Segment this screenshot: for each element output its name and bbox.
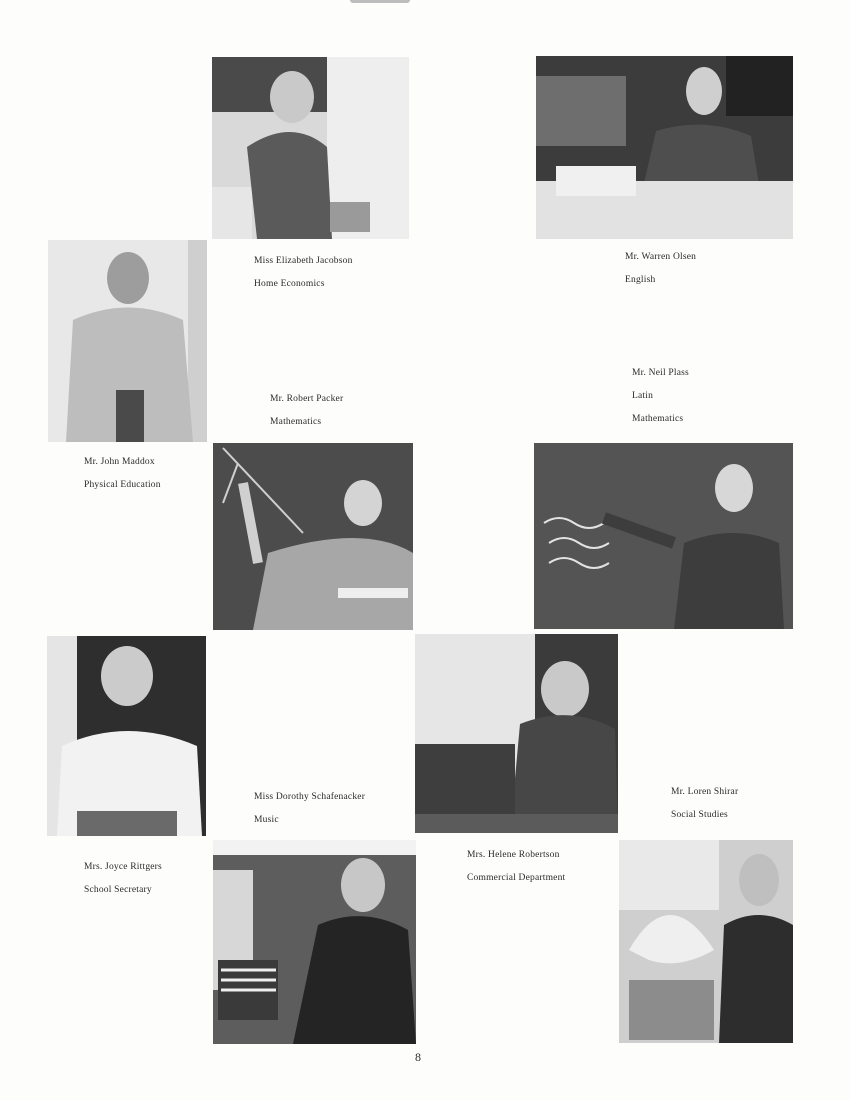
- staff-name: Mr. Robert Packer: [270, 394, 344, 404]
- caption-maddox: [84, 451, 161, 497]
- photo-rittgers: [47, 636, 206, 836]
- staff-role: English: [625, 275, 656, 285]
- photo-packer: [213, 443, 413, 630]
- caption-jacobson: [254, 250, 353, 296]
- staff-name: Mr. Warren Olsen: [625, 252, 697, 262]
- caption-schafenacker: [254, 786, 365, 832]
- staff-role: School Secretary: [84, 885, 152, 895]
- staff-role: Social Studies: [671, 810, 728, 820]
- page-top-mark: [350, 0, 410, 3]
- staff-name: Mr. Neil Plass: [632, 368, 689, 378]
- photo-robertson: [415, 634, 618, 833]
- staff-name: Mrs. Joyce Rittgers: [84, 862, 162, 872]
- staff-name: Miss Dorothy Schafenacker: [254, 792, 366, 802]
- photo-maddox: [48, 240, 207, 442]
- staff-role: Music: [254, 815, 279, 825]
- staff-name: Mrs. Helene Robertson: [467, 850, 560, 860]
- staff-role: Latin: [632, 391, 654, 401]
- staff-role: Home Economics: [254, 279, 325, 289]
- staff-name: Miss Elizabeth Jacobson: [254, 256, 353, 266]
- page-number: 8: [415, 1050, 421, 1064]
- staff-name: Mr. John Maddox: [84, 457, 155, 467]
- caption-robertson: [467, 844, 565, 890]
- staff-role: Mathematics: [270, 417, 322, 427]
- photo-plass: [534, 443, 793, 629]
- caption-olsen: [625, 246, 696, 292]
- caption-packer: [270, 388, 343, 434]
- photo-schafenacker: [213, 840, 416, 1044]
- caption-rittgers: [84, 856, 162, 902]
- photo-shirar: [619, 840, 793, 1043]
- staff-role: Commercial Department: [467, 873, 566, 883]
- caption-plass: [632, 362, 689, 431]
- staff-role: Mathematics: [632, 414, 684, 424]
- photo-olsen: [536, 56, 793, 239]
- caption-shirar: [671, 781, 738, 827]
- photo-jacobson: [212, 57, 409, 239]
- staff-role: Physical Education: [84, 480, 161, 490]
- staff-name: Mr. Loren Shirar: [671, 787, 739, 797]
